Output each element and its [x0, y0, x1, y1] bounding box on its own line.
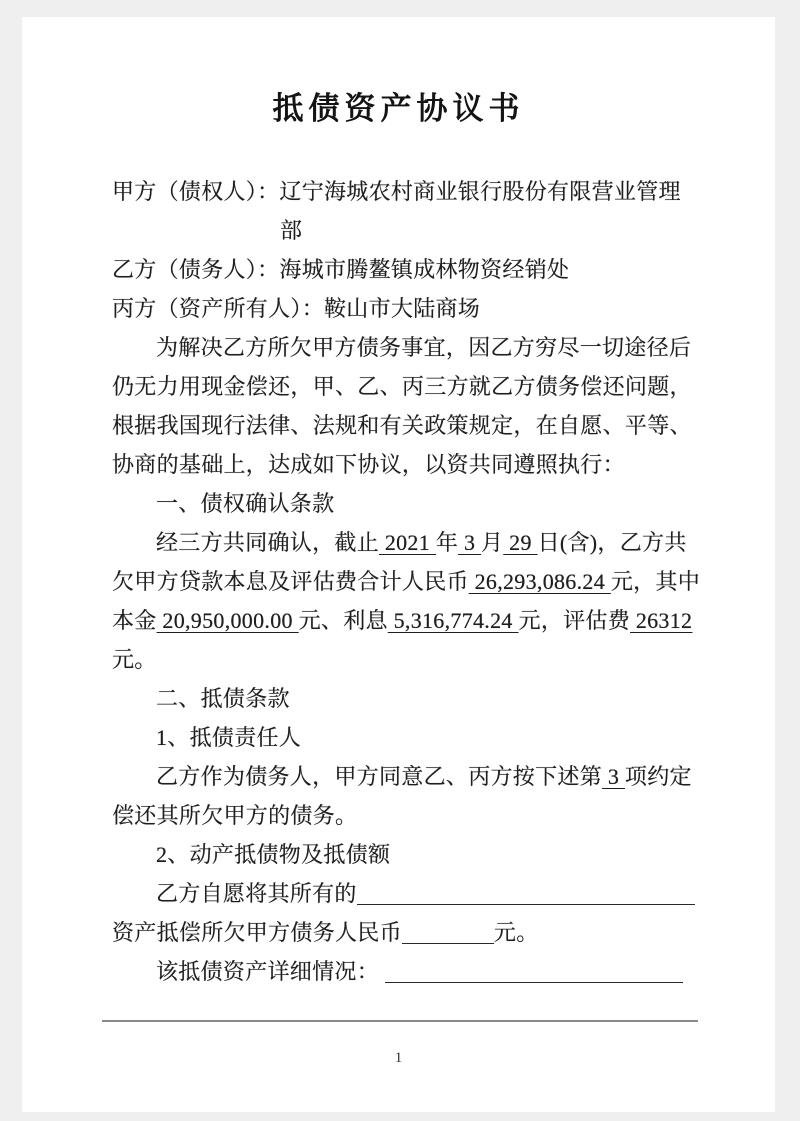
- text-segment: 乙方自愿将其所有的: [156, 881, 357, 906]
- text-segment: 一、债权确认条款: [156, 491, 335, 516]
- underlined-value: 29: [503, 530, 538, 555]
- text-segment: 1、抵债责任人: [156, 725, 302, 750]
- text-segment: 欠甲方贷款本息及评估费合计人民币: [112, 569, 469, 594]
- underlined-value: 2021: [379, 530, 436, 555]
- text-segment: 甲方（债权人）：辽宁海城农村商业银行股份有限营业管理: [112, 179, 681, 204]
- text-line: [156, 328, 715, 367]
- text-line: [112, 796, 715, 835]
- text-segment: 为解决乙方所欠甲方债务事宜，因乙方穷尽一切途径后: [156, 335, 692, 360]
- text-segment: 协商的基础上，达成如下协议，以资共同遵照执行：: [112, 452, 625, 477]
- text-segment: 元。: [493, 920, 539, 945]
- text-segment: 项约定: [624, 764, 692, 789]
- text-line: [156, 523, 715, 562]
- text-line: [112, 640, 715, 679]
- underlined-value: 3: [458, 530, 482, 555]
- text-segment: 元。: [112, 647, 157, 672]
- text-line: [112, 289, 715, 328]
- underlined-value: 26,293,086.24: [468, 569, 611, 594]
- text-line: [156, 874, 715, 913]
- underlined-value: 20,950,000.00: [156, 608, 299, 633]
- fill-in-blank: [385, 962, 683, 983]
- text-segment: 经三方共同确认，截止: [156, 530, 380, 555]
- text-line: [156, 679, 715, 718]
- text-segment: 偿还其所欠甲方的债务。: [112, 803, 358, 828]
- fill-in-blank: [357, 884, 695, 905]
- text-line: [112, 562, 715, 601]
- text-segment: 年: [435, 530, 459, 555]
- text-segment: 该抵债资产详细情况：: [156, 959, 385, 984]
- text-segment: 元，其中: [610, 569, 701, 594]
- underlined-value: 26312: [630, 608, 693, 633]
- text-line: [156, 718, 715, 757]
- text-line: [112, 250, 715, 289]
- text-line: [112, 367, 715, 406]
- text-segment: 仍无力用现金偿还，甲、乙、丙三方就乙方债务偿还问题，: [112, 374, 692, 399]
- text-line: [112, 601, 715, 640]
- text-line: [112, 406, 715, 445]
- text-line: [112, 172, 715, 211]
- continuation-rule: [102, 1000, 698, 1022]
- text-line: [112, 445, 715, 484]
- text-line: [156, 952, 715, 991]
- text-line: [112, 913, 715, 952]
- document-title: 抵债资产协议书: [272, 91, 525, 126]
- text-segment: 根据我国现行法律、法规和有关政策规定，在自愿、平等、: [112, 413, 692, 438]
- text-segment: 丙方（资产所有人）：鞍山市大陆商场: [112, 296, 481, 321]
- text-segment: 乙方作为债务人，甲方同意乙、丙方按下述第: [156, 764, 603, 789]
- text-segment: 二、抵债条款: [156, 686, 290, 711]
- text-segment: 本金: [112, 608, 157, 633]
- text-line: [156, 757, 715, 796]
- text-segment: 元，评估费: [518, 608, 631, 633]
- text-segment: 元、利息: [298, 608, 388, 633]
- text-line: [156, 835, 715, 874]
- text-line: [102, 991, 715, 1030]
- underlined-value: 5,316,774.24: [387, 608, 519, 633]
- document-body: [22, 172, 775, 1030]
- text-segment: 乙方（债务人）：海城市腾鳌镇成林物资经销处: [112, 257, 570, 282]
- page-number: 1: [394, 1050, 403, 1066]
- text-line: [280, 211, 715, 250]
- text-segment: 部: [280, 218, 303, 243]
- fill-in-blank: [402, 923, 494, 944]
- underlined-value: 3: [602, 764, 625, 789]
- document-page: [22, 17, 775, 1112]
- text-segment: 月: [481, 530, 504, 555]
- text-segment: 资产抵偿所欠甲方债务人民币: [112, 920, 402, 945]
- text-segment: 2、动产抵债物及抵债额: [156, 842, 391, 867]
- text-segment: 日(含)，乙方共: [537, 530, 687, 555]
- text-line: [156, 484, 715, 523]
